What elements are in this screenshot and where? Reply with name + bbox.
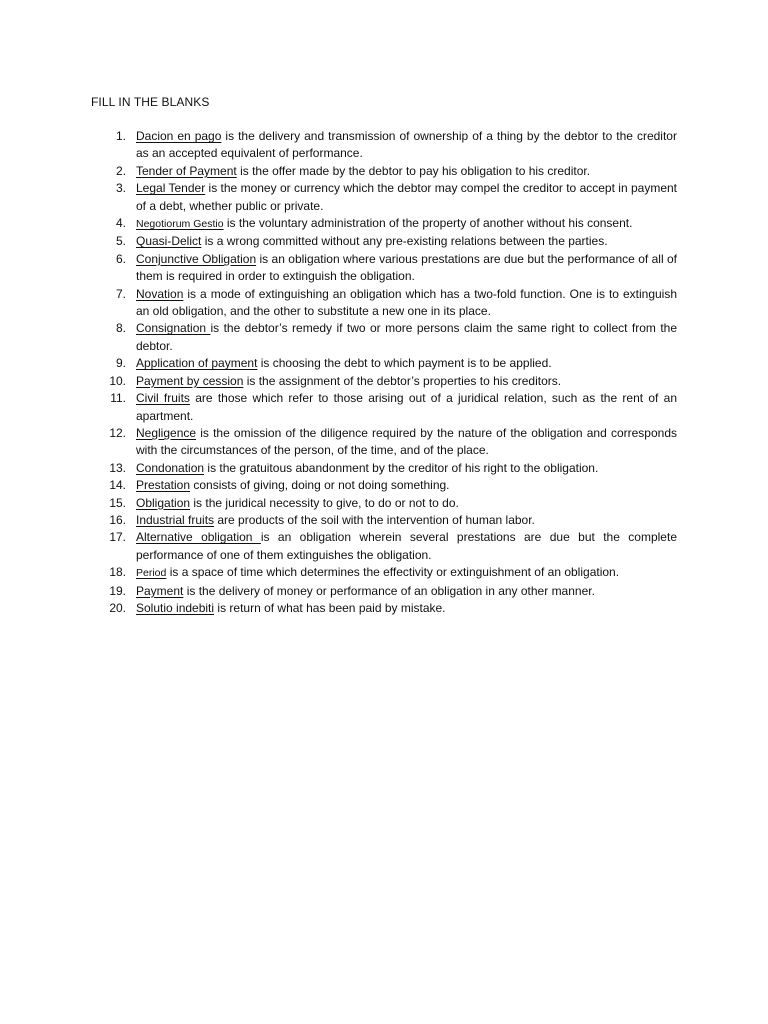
item-term: Alternative obligation bbox=[136, 530, 261, 545]
item-text: is the omission of the diligence required by the nature of the obligation and corresponds with the circumstances of the person, of the time, and of the place. bbox=[136, 425, 677, 458]
item-number: 8. bbox=[115, 321, 126, 336]
list-item bbox=[0, 251, 768, 286]
item-term: Obligation bbox=[136, 495, 191, 510]
item-text: are products of the soil with the intervention of human labor. bbox=[214, 512, 535, 527]
list-item bbox=[0, 128, 768, 163]
item-text: is the gratuitous abandonment by the creditor of his right to the obligation. bbox=[204, 460, 599, 475]
item-number: 9. bbox=[115, 356, 126, 371]
item-text: is an obligation where various prestations are due but the performance of all of them is required in order to extinguish the obligation. bbox=[136, 251, 677, 284]
item-number: 19. bbox=[109, 583, 126, 598]
list-item bbox=[0, 564, 768, 582]
list-item bbox=[0, 355, 768, 372]
item-term: Solutio indebiti bbox=[136, 600, 215, 615]
item-term: Negligence bbox=[136, 425, 197, 440]
item-term: Period bbox=[136, 567, 167, 580]
item-text: is choosing the debt to which payment is to be applied. bbox=[257, 356, 552, 371]
item-term: Industrial fruits bbox=[136, 512, 215, 527]
list-item bbox=[0, 529, 768, 564]
list-item bbox=[0, 495, 768, 512]
item-text: is the juridical necessity to give, to do or not to do. bbox=[190, 495, 459, 510]
item-text: is a space of time which determines the effectivity or extinguishment of an obligation. bbox=[166, 565, 620, 580]
item-text: is the delivery of money or performance of an obligation in any other manner. bbox=[183, 583, 595, 598]
item-number: 17. bbox=[109, 530, 126, 545]
item-term: Quasi-Delict bbox=[136, 234, 202, 249]
item-term: Novation bbox=[136, 286, 184, 301]
item-term: Payment bbox=[136, 583, 184, 598]
item-number: 3. bbox=[115, 181, 126, 196]
list-item bbox=[0, 460, 768, 477]
item-number: 5. bbox=[115, 234, 126, 249]
item-term: Dacion en pago bbox=[136, 129, 222, 143]
list-item bbox=[0, 583, 768, 600]
item-number: 10. bbox=[109, 373, 126, 388]
item-term: Application of payment bbox=[136, 356, 258, 371]
list-item bbox=[0, 320, 768, 355]
item-number: 2. bbox=[115, 163, 126, 178]
list-item bbox=[0, 425, 768, 460]
item-text: is the offer made by the debtor to pay his obligation to his creditor. bbox=[236, 163, 591, 178]
blank-list bbox=[0, 128, 768, 617]
item-term: Condonation bbox=[136, 460, 205, 475]
list-item bbox=[0, 233, 768, 250]
item-number: 1. bbox=[115, 129, 126, 143]
item-text: is the debtor’s remedy if two or more persons claim the same right to collect from the debtor. bbox=[136, 321, 677, 353]
item-number: 14. bbox=[109, 478, 126, 493]
list-item bbox=[0, 163, 768, 180]
item-text: is an obligation wherein several prestations are due but the complete performance of one of them extinguishes the obligation. bbox=[136, 530, 677, 562]
item-text: consists of giving, doing or not doing something. bbox=[190, 478, 450, 493]
item-text: are those which refer to those arising out of a juridical relation, such as the rent of an apartment. bbox=[136, 391, 677, 423]
item-term: Legal Tender bbox=[136, 181, 206, 196]
item-term: Tender of Payment bbox=[136, 163, 237, 178]
item-term: Prestation bbox=[136, 478, 191, 493]
list-item bbox=[0, 180, 768, 215]
item-text: is the money or currency which the debtor may compel the creditor to accept in payment of a debt, whether public or private. bbox=[136, 181, 677, 213]
list-item bbox=[0, 477, 768, 494]
item-number: 12. bbox=[109, 425, 126, 440]
item-term: Civil fruits bbox=[136, 391, 190, 406]
list-item bbox=[0, 390, 768, 425]
list-item bbox=[0, 512, 768, 529]
list-item bbox=[0, 373, 768, 390]
item-text: is the delivery and transmission of ownership of a thing by the debtor to the creditor as an accepted equivalent of performance. bbox=[136, 129, 677, 161]
item-text: is a mode of extinguishing an obligation which has a two-fold function. One is to extinguish an old obligation, and the other to substitute a new one in its place. bbox=[136, 286, 677, 319]
item-number: 20. bbox=[109, 600, 126, 615]
item-text: is a wrong committed without any pre-existing relations between the parties. bbox=[201, 234, 608, 249]
item-number: 11. bbox=[110, 391, 126, 406]
item-number: 7. bbox=[115, 286, 126, 301]
document-title: FILL IN THE BLANKS bbox=[91, 95, 210, 109]
item-number: 4. bbox=[115, 216, 126, 231]
item-number: 18. bbox=[109, 565, 126, 580]
item-term: Conjunctive Obligation bbox=[136, 251, 257, 266]
item-text: is return of what has been paid by mistake. bbox=[214, 600, 446, 615]
item-number: 6. bbox=[115, 251, 126, 266]
list-item bbox=[0, 600, 768, 617]
item-term: Payment by cession bbox=[136, 373, 244, 388]
item-number: 15. bbox=[109, 495, 126, 510]
item-term: Negotiorum Gestio bbox=[136, 218, 224, 231]
item-text: is the assignment of the debtor’s properties to his creditors. bbox=[243, 373, 562, 388]
item-number: 13. bbox=[109, 460, 126, 475]
item-text: is the voluntary administration of the property of another without his consent. bbox=[223, 216, 633, 231]
list-item bbox=[0, 286, 768, 321]
item-term: Consignation bbox=[136, 321, 211, 336]
item-number: 16. bbox=[109, 512, 126, 527]
list-item bbox=[0, 215, 768, 233]
